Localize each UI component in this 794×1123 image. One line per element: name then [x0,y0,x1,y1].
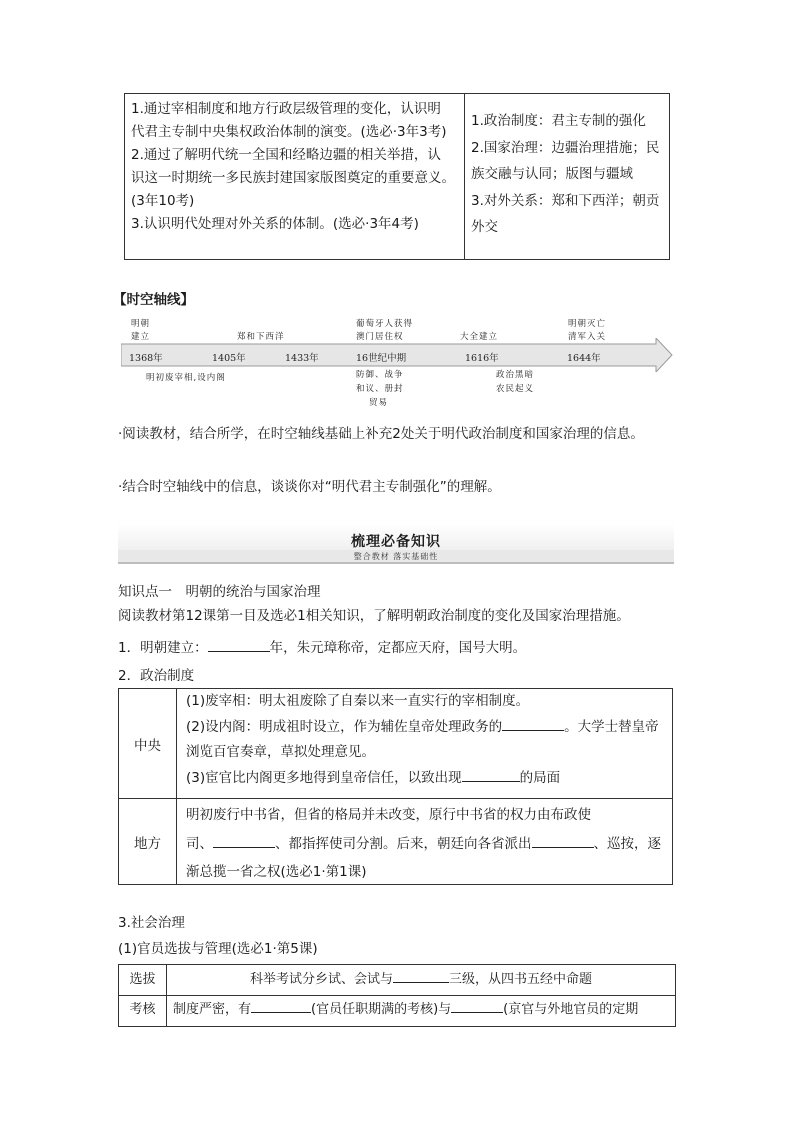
timeline-event-bottom: 政治黑暗 [496,370,535,380]
timeline-event-top: 郑和下西洋 [237,332,285,342]
assessment-body-b: (官员任职期满的考核)与 [311,1002,452,1017]
topic-line: 1.政治制度：君主专制的强化 [471,113,646,129]
timeline-event-bottom: 农民起义 [496,384,535,394]
timeline-event-top: 澳门居住权 [356,332,404,342]
timeline-event-top: 明朝 [131,319,151,329]
fill-blank[interactable] [213,833,275,848]
fill-blank[interactable] [462,767,520,782]
assessment-body-c: (京官与外地官员的定期 [503,1002,639,1017]
fill-blank[interactable] [208,637,270,652]
question-2: ·结合时空轴线中的信息，谈谈你对“明代君主专制强化”的理解。 [118,479,501,495]
local-line-2-a: 司、 [186,835,213,852]
local-row [119,799,672,885]
timeline-event-top: 清军入关 [568,332,607,342]
objective-line: 3.认识明代处理对外关系的体制。(选必·3年4考) [131,216,419,232]
assessment-body-a: 制度严密，有 [173,1002,252,1017]
timeline-event-top: 葡萄牙人获得 [356,319,414,329]
banner-subtitle: 整合教材 落实基础性 [353,552,439,561]
timeline-year: 1405年 [212,353,246,364]
timeline-event-top: 明朝灭亡 [568,319,607,329]
banner-title: 梳理必备知识 [351,534,441,550]
central-line-2 [186,715,659,741]
local-line-3: 渐总揽一省之权(选必1·第1课) [186,864,367,880]
knowledge-point-title: 知识点一 明朝的统治与国家治理 [118,584,321,600]
selection-body-a: 科举考试分乡试、会试与 [249,972,393,987]
item-2: 2．政治制度 [118,668,195,684]
central-line-4-b: 的局面 [519,769,561,786]
central-header: 中央 [119,689,177,798]
timeline-year: 16世纪中期 [356,353,407,364]
timeline-year: 1433年 [285,353,319,364]
selection-body-b: 三级，从四书五经中命题 [449,972,593,987]
selection-row [119,965,675,996]
selection-header: 选拔 [119,965,167,996]
local-body [186,803,661,886]
objective-line: (3年10考) [131,193,195,209]
central-row [119,689,672,799]
objective-line: 2.通过了解明代统一全国和经略边疆的相关举措，认 [131,147,441,163]
assessment-row [119,996,675,1026]
assessment-body [173,996,638,1024]
social-sub: (1)官员选拔与管理(选必1·第5课) [118,941,318,957]
item-1 [118,636,526,656]
topic-line: 外交 [471,219,498,235]
fill-blank[interactable] [532,833,594,848]
local-line-2 [186,832,661,858]
central-line-4 [186,766,659,792]
social-title: 3.社会治理 [118,915,185,931]
local-line-2-c: 、巡按，逐 [593,835,661,852]
central-line-3: 浏览百官奏章，草拟处理意见。 [186,744,375,760]
objective-line: 识这一时期统一多民族封建国家版图奠定的重要意义。 [131,170,455,186]
selection-body [167,965,675,995]
central-line-1: (1)废宰相：明太祖废除了自秦以来一直实行的宰相制度。 [186,693,530,709]
question-1: ·阅读教材，结合所学，在时空轴线基础上补充2处关于明代政治制度和国家治理的信息。 [118,426,644,442]
timeline [0,0,794,420]
timeline-event-bottom: 明初废宰相,设内阁 [146,373,226,383]
topic-line: 2.国家治理：边疆治理措施；民 [471,139,660,156]
central-line-2-b: 。大学士替皇帝 [564,718,659,735]
timeline-event-top: 大全建立 [460,332,499,342]
fill-blank[interactable] [251,998,311,1013]
timeline-year: 1616年 [465,353,499,364]
local-line-1: 明初废行中书省，但省的格局并未改变，原行中书省的权力由布政使 [186,807,591,823]
objective-line: 1.通过宰相制度和地方行政层级管理的变化，认识明 [131,101,441,117]
timeline-year: 1368年 [129,353,163,364]
political-system-table [118,688,673,885]
assessment-header: 考核 [119,996,167,1026]
topic-line: 3.对外关系：郑和下西洋；朝贡 [471,192,660,209]
knowledge-intro: 阅读教材第12课第一目及选必1相关知识，了解明朝政治制度的变化及国家治理措施。 [118,608,630,624]
fill-blank[interactable] [393,968,449,983]
objective-line: 代君主专制中央集权政治体制的演变。(选必·3年3考) [131,124,447,140]
local-header: 地方 [119,799,177,885]
central-line-2-a: (2)设内阁：明成祖时设立，作为辅佐皇帝处理政务的 [186,718,503,735]
timeline-event-bottom: 和议、册封 [356,384,404,394]
official-selection-table [118,964,676,1027]
timeline-label: 【时空轴线】 [113,292,194,308]
timeline-event-bottom: 防御、战争 [356,370,404,380]
fill-blank[interactable] [451,998,503,1013]
central-body [186,689,659,791]
timeline-event-top: 建立 [131,332,151,342]
item-1-suffix: 年，朱元璋称帝，定都应天府，国号大明。 [269,640,527,656]
local-line-2-b: 、都指挥使司分割。后来，朝廷向各省派出 [275,835,532,852]
section-banner [118,524,674,564]
central-line-4-a: (3)宦官比内阁更多地得到皇帝信任，以致出现 [186,769,462,786]
timeline-year: 1644年 [567,353,601,364]
item-1-prefix: 1．明朝建立： [118,640,208,656]
topic-line: 族交融与认同；版图与疆域 [471,166,633,182]
fill-blank[interactable] [502,716,564,731]
timeline-event-bottom: 贸易 [369,398,389,408]
